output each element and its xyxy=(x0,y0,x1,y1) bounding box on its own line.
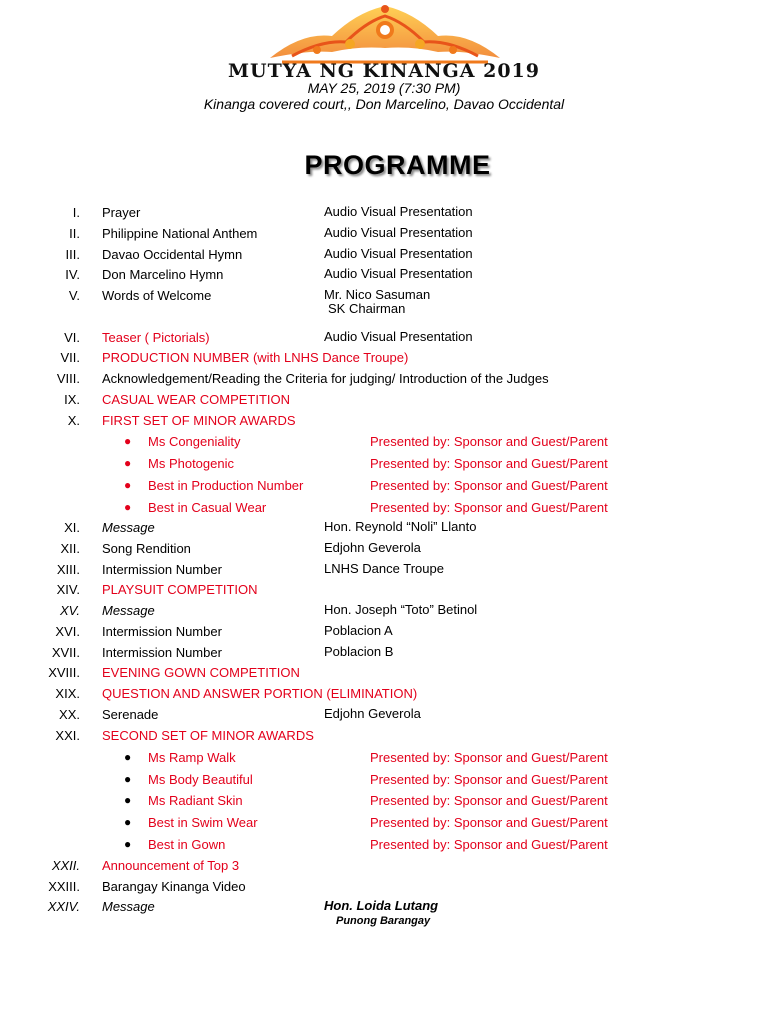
program-row xyxy=(0,287,768,316)
award-presenter: Presented by: Sponsor and Guest/Parent xyxy=(370,434,608,449)
program-presenter xyxy=(324,899,438,928)
program-number: III. xyxy=(65,247,80,262)
program-number: V. xyxy=(68,288,80,303)
award-row xyxy=(0,837,768,855)
award-presenter: Presented by: Sponsor and Guest/Parent xyxy=(370,456,608,471)
program-row xyxy=(0,562,768,580)
program-number: XXII. xyxy=(51,858,80,873)
program-presenter: Edjohn Geverola xyxy=(324,540,421,555)
award-presenter: Presented by: Sponsor and Guest/Parent xyxy=(370,815,608,830)
program-item: PLAYSUIT COMPETITION xyxy=(102,582,258,597)
bullet-icon: ● xyxy=(124,837,132,851)
program-row xyxy=(0,267,768,285)
program-item: Message xyxy=(102,603,155,618)
program-item: Intermission Number xyxy=(102,645,222,660)
presenter-name: Mr. Nico Sasuman xyxy=(324,287,431,302)
presenter-title: SK Chairman xyxy=(328,301,406,316)
program-item: Message xyxy=(102,899,155,914)
award-name: Best in Swim Wear xyxy=(148,815,258,830)
bullet-icon: ● xyxy=(124,750,132,764)
program-presenter: Poblacion A xyxy=(324,623,393,638)
program-row xyxy=(0,603,768,621)
program-item: Announcement of Top 3 xyxy=(102,858,240,873)
award-row xyxy=(0,793,768,811)
bullet-icon: ● xyxy=(124,456,132,470)
event-venue: Kinanga covered court,, Don Marcelino, Davao Occidental xyxy=(203,96,565,112)
program-row xyxy=(0,645,768,663)
program-item: Barangay Kinanga Video xyxy=(102,879,246,894)
program-row xyxy=(0,665,768,683)
program-item: PRODUCTION NUMBER (with LNHS Dance Troupe) xyxy=(102,350,409,365)
program-row xyxy=(0,686,768,704)
program-row xyxy=(0,707,768,725)
program-number: VII. xyxy=(60,350,80,365)
program-number: IX. xyxy=(64,392,80,407)
program-number: XVI. xyxy=(55,624,80,639)
program-item: FIRST SET OF MINOR AWARDS xyxy=(102,413,296,428)
award-presenter: Presented by: Sponsor and Guest/Parent xyxy=(370,772,608,787)
bullet-icon: ● xyxy=(124,500,132,514)
award-row xyxy=(0,456,768,474)
program-item: Prayer xyxy=(102,205,141,220)
program-item: Intermission Number xyxy=(102,562,222,577)
award-name: Best in Gown xyxy=(148,837,226,852)
program-row xyxy=(0,247,768,265)
program-presenter: Poblacion B xyxy=(324,644,394,659)
program-presenter: LNHS Dance Troupe xyxy=(324,561,444,576)
award-presenter: Presented by: Sponsor and Guest/Parent xyxy=(370,793,608,808)
award-name: Best in Production Number xyxy=(148,478,304,493)
program-number: VIII. xyxy=(56,371,80,386)
program-number: IV. xyxy=(65,267,80,282)
program-row xyxy=(0,205,768,223)
program-number: XX. xyxy=(59,707,80,722)
program-number: X. xyxy=(67,413,80,428)
program-item: Teaser ( Pictorials) xyxy=(102,330,210,345)
award-presenter: Presented by: Sponsor and Guest/Parent xyxy=(370,750,608,765)
bullet-icon: ● xyxy=(124,772,132,786)
program-presenter: Audio Visual Presentation xyxy=(324,266,473,281)
program-item: SECOND SET OF MINOR AWARDS xyxy=(102,728,314,743)
program-row xyxy=(0,520,768,538)
program-presenter xyxy=(324,288,430,316)
award-row xyxy=(0,500,768,518)
program-number: XI. xyxy=(64,520,80,535)
program-number: XII. xyxy=(60,541,80,556)
crown-logo xyxy=(262,2,508,64)
program-item: Philippine National Anthem xyxy=(102,226,258,241)
program-item: Serenade xyxy=(102,707,159,722)
program-row xyxy=(0,879,768,897)
award-name: Best in Casual Wear xyxy=(148,500,267,515)
program-number: XXIV. xyxy=(47,899,80,914)
program-presenter: Edjohn Geverola xyxy=(324,706,421,721)
award-presenter: Presented by: Sponsor and Guest/Parent xyxy=(370,837,608,852)
award-name: Ms Radiant Skin xyxy=(148,793,243,808)
program-item: Message xyxy=(102,520,155,535)
program-presenter: Audio Visual Presentation xyxy=(324,204,473,219)
award-row xyxy=(0,750,768,768)
program-row xyxy=(0,858,768,876)
program-row xyxy=(0,541,768,559)
award-presenter: Presented by: Sponsor and Guest/Parent xyxy=(370,500,608,515)
event-date: MAY 25, 2019 (7:30 PM) xyxy=(307,80,461,96)
program-item: Acknowledgement/Reading the Criteria for judging/ Introduction of the Judges xyxy=(102,371,549,386)
program-presenter: Audio Visual Presentation xyxy=(324,225,473,240)
bullet-icon: ● xyxy=(124,793,132,807)
award-row xyxy=(0,434,768,452)
program-row xyxy=(0,898,768,927)
program-row xyxy=(0,226,768,244)
program-row xyxy=(0,371,768,389)
award-row xyxy=(0,772,768,790)
program-presenter: Hon. Joseph “Toto” Betinol xyxy=(324,602,478,617)
program-number: XV. xyxy=(60,603,80,618)
program-row xyxy=(0,728,768,746)
program-number: XIII. xyxy=(56,562,80,577)
program-number: XXI. xyxy=(55,728,80,743)
program-presenter: Audio Visual Presentation xyxy=(324,329,473,344)
program-number: I. xyxy=(72,205,80,220)
program-number: XIX. xyxy=(55,686,80,701)
award-presenter: Presented by: Sponsor and Guest/Parent xyxy=(370,478,608,493)
program-presenter: Audio Visual Presentation xyxy=(324,246,473,261)
program-number: XVII. xyxy=(51,645,80,660)
award-name: Ms Photogenic xyxy=(148,456,234,471)
program-row xyxy=(0,392,768,410)
presenter-name: Hon. Loida Lutang xyxy=(324,898,439,913)
award-name: Ms Body Beautiful xyxy=(148,772,253,787)
program-item: Song Rendition xyxy=(102,541,191,556)
program-item: Intermission Number xyxy=(102,624,222,639)
program-presenter: Hon. Reynold “Noli” Llanto xyxy=(324,519,477,534)
program-item: Words of Welcome xyxy=(102,288,212,303)
program-item: Don Marcelino Hymn xyxy=(102,267,224,282)
program-item: Davao Occidental Hymn xyxy=(102,247,243,262)
bullet-icon: ● xyxy=(124,815,132,829)
program-row xyxy=(0,330,768,348)
award-row xyxy=(0,815,768,833)
award-name: Ms Ramp Walk xyxy=(148,750,236,765)
program-number: II. xyxy=(69,226,80,241)
program-item: QUESTION AND ANSWER PORTION (ELIMINATION) xyxy=(102,686,418,701)
program-number: XXIII. xyxy=(48,879,80,894)
program-number: XVIII. xyxy=(48,665,80,680)
program-item: EVENING GOWN COMPETITION xyxy=(102,665,300,680)
program-item: CASUAL WEAR COMPETITION xyxy=(102,392,291,407)
presenter-title: Punong Barangay xyxy=(336,915,431,927)
program-row xyxy=(0,350,768,368)
program-row xyxy=(0,624,768,642)
program-row xyxy=(0,413,768,431)
bullet-icon: ● xyxy=(124,434,132,448)
pageant-title: MUTYA NG KINANGA 2019 xyxy=(228,60,540,82)
program-row xyxy=(0,582,768,600)
bullet-icon: ● xyxy=(124,478,132,492)
award-name: Ms Congeniality xyxy=(148,434,241,449)
program-number: XIV. xyxy=(56,582,80,597)
award-row xyxy=(0,478,768,496)
program-number: VI. xyxy=(64,330,80,345)
programme-heading: PROGRAMME xyxy=(304,150,491,180)
